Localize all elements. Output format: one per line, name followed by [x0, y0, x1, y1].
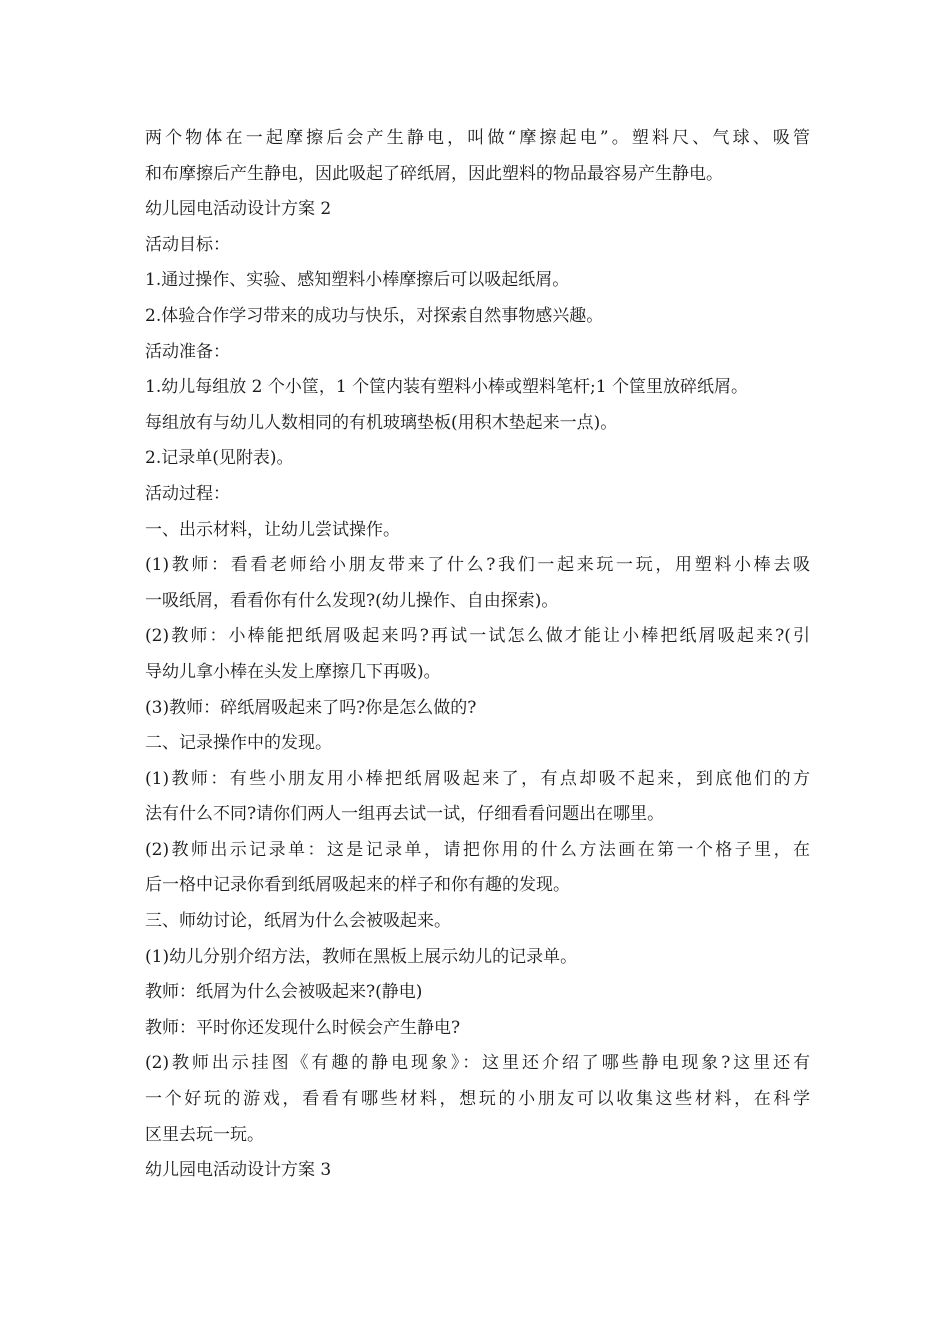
- text-line: 活动目标：: [145, 234, 230, 255]
- document-body: [145, 121, 810, 1189]
- text-line: 一、出示材料，让幼儿尝试操作。: [145, 519, 400, 540]
- text-line: 幼儿园电活动设计方案 2: [145, 199, 332, 220]
- text-line: 一个好玩的游戏，看看有哪些材料，想玩的小朋友可以收集这些材料，在科学: [145, 1089, 810, 1110]
- text-line: 每组放有与幼儿人数相同的有机玻璃垫板(用积木垫起来一点)。: [145, 412, 618, 433]
- text-line: (1)幼儿分别介绍方法，教师在黑板上展示幼儿的记录单。: [145, 946, 578, 967]
- text-line: 活动准备：: [145, 341, 230, 362]
- text-line: 2.记录单(见附表)。: [145, 448, 294, 469]
- text-line: 1.通过操作、实验、感知塑料小棒摩擦后可以吸起纸屑。: [145, 270, 570, 291]
- text-line: 一吸纸屑，看看你有什么发现?(幼儿操作、自由探索)。: [145, 590, 559, 611]
- text-line: (2)教师出示记录单：这是记录单，请把你用的什么方法画在第一个格子里，在: [145, 839, 810, 860]
- text-line: 教师：平时你还发现什么时候会产生静电?: [145, 1017, 461, 1038]
- text-line: 活动过程：: [145, 483, 230, 504]
- text-line: 导幼儿拿小棒在头发上摩擦几下再吸)。: [145, 661, 441, 682]
- text-line: (2)教师：小棒能把纸屑吸起来吗?再试一试怎么做才能让小棒把纸屑吸起来?(引: [145, 626, 810, 647]
- text-line: (1)教师：看看老师给小朋友带来了什么?我们一起来玩一玩，用塑料小棒去吸: [145, 555, 810, 576]
- text-line: (3)教师：碎纸屑吸起来了吗?你是怎么做的?: [145, 697, 477, 718]
- text-line: 2.体验合作学习带来的成功与快乐，对探索自然事物感兴趣。: [145, 305, 604, 326]
- text-line: 幼儿园电活动设计方案 3: [145, 1160, 332, 1181]
- text-line: 后一格中记录你看到纸屑吸起来的样子和你有趣的发现。: [145, 875, 570, 896]
- text-line: 区里去玩一玩。: [145, 1124, 264, 1145]
- text-line: 和布摩擦后产生静电，因此吸起了碎纸屑，因此塑料的物品最容易产生静电。: [145, 163, 723, 184]
- text-line: 两个物体在一起摩擦后会产生静电，叫做“摩擦起电”。塑料尺、气球、吸管: [145, 128, 810, 148]
- text-line: 法有什么不同?请你们两人一组再去试一试，仔细看看问题出在哪里。: [145, 804, 665, 825]
- text-line: 二、记录操作中的发现。: [145, 733, 332, 754]
- text-line: 教师：纸屑为什么会被吸起来?(静电): [145, 982, 423, 1003]
- text-line: (2)教师出示挂图《有趣的静电现象》：这里还介绍了哪些静电现象?这里还有: [145, 1053, 810, 1074]
- text-line: 1.幼儿每组放 2 个小筐，1 个筐内装有塑料小棒或塑料笔杆;1 个筐里放碎纸屑。: [145, 377, 749, 398]
- text-line: 三、师幼讨论，纸屑为什么会被吸起来。: [145, 911, 451, 932]
- text-line: (1)教师：有些小朋友用小棒把纸屑吸起来了，有点却吸不起来，到底他们的方: [145, 768, 810, 789]
